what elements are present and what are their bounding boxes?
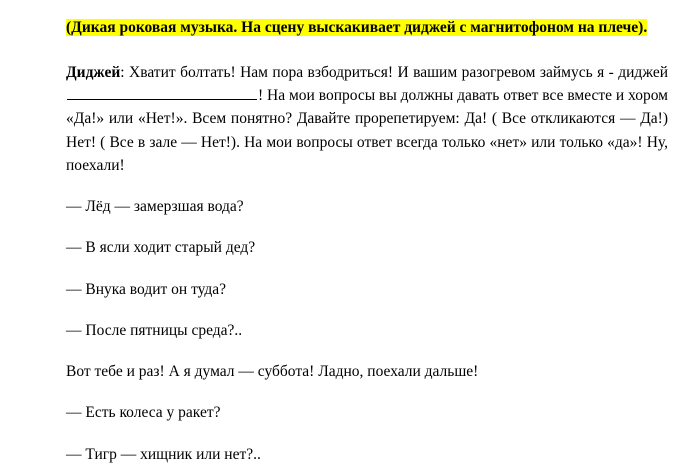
interlude-text: Вот тебе и раз! А я думал — суббота! Ладно, поехали дальше! [66, 363, 479, 381]
question-item: — Внука водит он туда? [66, 280, 227, 298]
fill-in-blank-field[interactable] [67, 84, 257, 100]
question-item: — После пятницы среда?.. [66, 321, 243, 339]
question-item: — В ясли ходит старый дед? [66, 239, 256, 257]
stage-direction [66, 18, 668, 39]
speech-text-after-blank: ! На мои вопросы вы должны давать ответ все вместе и хором «Да!» или «Нет!». Всем понятно? Давайте прорепетируем: Да! ( Все откликаются — Да!) Нет! ( Все в зале — Нет!). На мои вопросы ответ всегда только «нет» или только «да»! Ну, поехали! [66, 87, 668, 174]
speaker-name: Диджей [66, 63, 121, 81]
question-item: — Тигр — хищник или нет?.. [66, 445, 261, 463]
stage-direction-highlighted-text: (Дикая роковая музыка. На сцену выскакивает диджей с магнитофоном на плече). [66, 19, 648, 36]
question-item: — Лёд — замерзшая вода? [66, 198, 244, 216]
dj-speech-paragraph [66, 61, 668, 177]
speech-text-before-blank: : Хватит болтать! Нам пора взбодриться! И вашим разогревом займусь я - диджей [120, 63, 668, 81]
question-item: — Есть колеса у ракет? [66, 404, 221, 422]
